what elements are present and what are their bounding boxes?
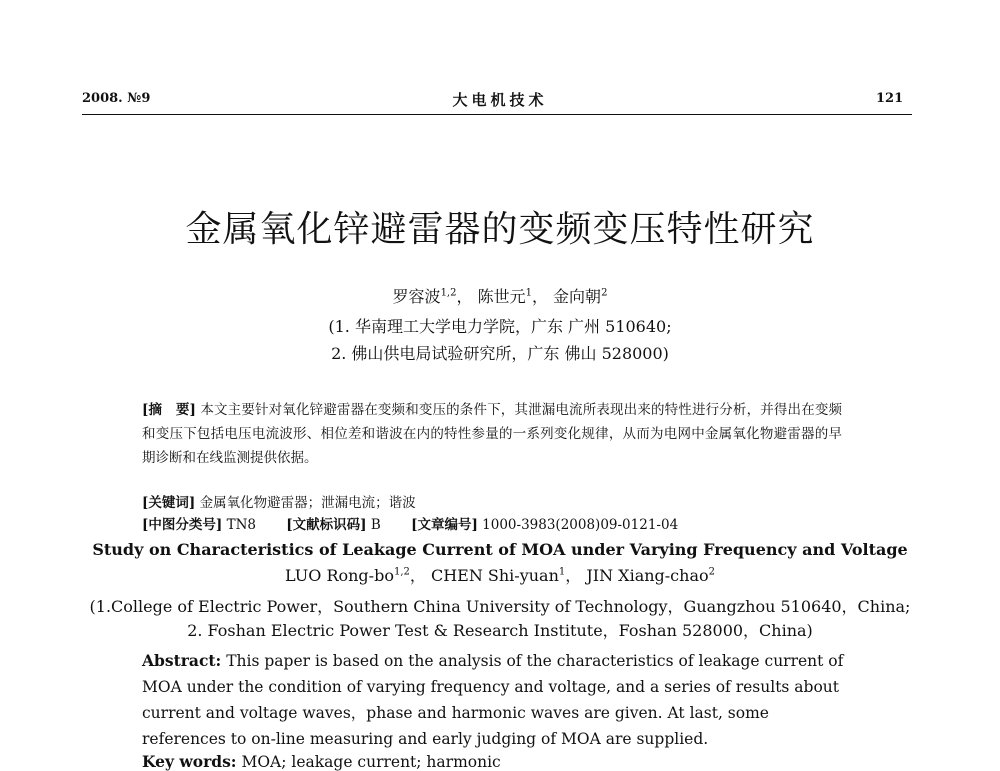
header-page-number: 121 — [876, 91, 904, 106]
abstract-en — [142, 648, 850, 752]
doc-code-value: B — [370, 517, 381, 533]
keywords-cn-label: [关键词] — [142, 495, 196, 511]
abstract-cn-text: 本文主要针对氧化锌避雷器在变频和变压的条件下，其泄漏电流所表现出来的特性进行分析，并得出在变频和变压下包括电压电流波形、相位差和谐波在内的特性参量的一系列变化规律，从而为电网中金属氧化物避雷器的早期诊断和在线监测提供依据。 — [142, 402, 843, 466]
author-name: 罗容波 — [392, 287, 441, 306]
author-affiliation-mark: 2 — [708, 566, 715, 578]
clc-value: TN8 — [226, 517, 256, 533]
article-number-value: 1000-3983(2008)09-0121-04 — [482, 517, 679, 533]
abstract-cn — [142, 398, 842, 470]
affiliation-en-2: 2. Foshan Electric Power Test & Research Institute，Foshan 528000，China) — [187, 621, 813, 640]
author-name-en: JIN Xiang-chao — [586, 566, 709, 585]
author-affiliation-mark: 2 — [601, 287, 608, 299]
classification-line — [142, 513, 704, 533]
article-number-label: [文章编号] — [411, 517, 478, 533]
author-affiliation-mark: 1 — [525, 287, 532, 299]
keywords-cn — [142, 491, 416, 511]
header-divider — [82, 114, 912, 115]
header-journal-name: 大电机技术 — [452, 91, 548, 109]
affiliation-en-1: (1.College of Electric Power，Southern China University of Technology，Guangzhou 510640，China; — [89, 597, 911, 616]
abstract-en-label: Abstract: — [142, 651, 222, 670]
author-list-en: LUO Rong-bo$^{1,2}$， CHEN Shi-yuan$^1$， JIN Xiang-chao$^2$ — [285, 566, 715, 585]
author-name: 金向朝 — [553, 287, 602, 306]
keywords-en-text: MOA; leakage current; harmonic — [241, 753, 501, 771]
affiliation-cn-1: (1. 华南理工大学电力学院，广东 广州 510640; — [328, 317, 672, 336]
paper-title-en: Study on Characteristics of Leakage Current of MOA under Varying Frequency and Voltage — [92, 540, 908, 559]
paper-title: 金属氧化锌避雷器的变频变压特性研究 — [185, 209, 815, 250]
affiliation-cn-2: 2. 佛山供电局试验研究所，广东 佛山 528000) — [331, 344, 669, 363]
header-issue: 2008. №9 — [82, 91, 151, 106]
author-affiliation-mark: 1,2 — [393, 566, 410, 578]
author-name: 陈世元 — [477, 287, 526, 306]
clc-label: [中图分类号] — [142, 517, 223, 533]
author-affiliation-mark: 1 — [558, 566, 566, 578]
abstract-cn-label: [摘 要] — [142, 402, 196, 418]
author-name-en: LUO Rong-bo — [285, 566, 394, 585]
keywords-en — [142, 752, 501, 771]
keywords-en-label: Key words: — [142, 752, 237, 771]
doc-code-label: [文献标识码] — [286, 517, 367, 533]
author-name-en: CHEN Shi-yuan — [430, 566, 559, 585]
keywords-cn-text: 金属氧化物避雷器；泄漏电流；谐波 — [199, 495, 416, 511]
abstract-en-text: This paper is based on the analysis of the characteristics of leakage current of MOA under the condition of varying frequency and voltage, and a series of results about current and voltage waves，phase and harmonic waves are given. At last, some references to on-line measuring and early judging of MOA are supplied. — [142, 652, 844, 748]
author-affiliation-mark: 1,2 — [440, 287, 457, 299]
author-list: 罗容波$^{1,2}$， 陈世元$^1$， 金向朝$^2$ — [392, 287, 608, 306]
